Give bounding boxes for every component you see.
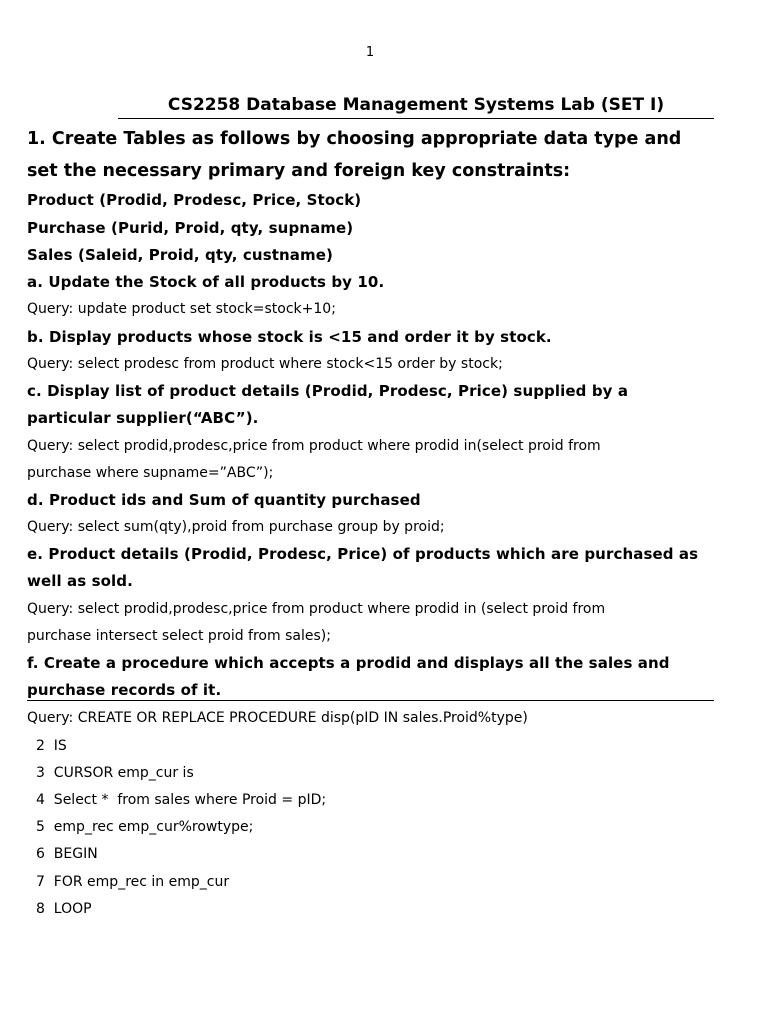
- answer-c-line-1: Query: select prodid,prodesc,price from product where prodid in(select proid from: [27, 438, 601, 454]
- question-c-line-2: particular supplier(“ABC”).: [27, 409, 259, 427]
- answer-c-line-2: purchase where supname=”ABC”);: [27, 465, 274, 481]
- code-line: 4 Select * from sales where Proid = pID;: [36, 792, 327, 808]
- answer-b: Query: select prodesc from product where stock<15 order by stock;: [27, 356, 503, 372]
- question-d: d. Product ids and Sum of quantity purchased: [27, 491, 421, 509]
- code-line: 2 IS: [36, 738, 67, 754]
- question-f-line-2: purchase records of it.: [27, 681, 222, 699]
- code-line: 7 FOR emp_rec in emp_cur: [36, 874, 230, 890]
- question-c-line-1: c. Display list of product details (Prodid, Prodesc, Price) supplied by a: [27, 382, 629, 400]
- question-e-line-1: e. Product details (Prodid, Prodesc, Price) of products which are purchased as: [27, 545, 699, 563]
- code-line: 6 BEGIN: [36, 846, 98, 862]
- table-def-product: Product (Prodid, Prodesc, Price, Stock): [27, 191, 362, 209]
- question-e-line-2: well as sold.: [27, 572, 133, 590]
- code-line: 8 LOOP: [36, 901, 92, 917]
- question-f-line-1: f. Create a procedure which accepts a prodid and displays all the sales and: [27, 654, 670, 672]
- code-line: 5 emp_rec emp_cur%rowtype;: [36, 819, 254, 835]
- question-a: a. Update the Stock of all products by 10.: [27, 273, 385, 291]
- page-number: 1: [365, 45, 375, 60]
- answer-e-line-2: purchase intersect select proid from sales);: [27, 628, 331, 644]
- section-heading-line-1: 1. Create Tables as follows by choosing appropriate data type and: [27, 129, 682, 149]
- question-b: b. Display products whose stock is <15 and order it by stock.: [27, 328, 552, 346]
- answer-f: Query: CREATE OR REPLACE PROCEDURE disp(pID IN sales.Proid%type): [27, 710, 528, 726]
- answer-a: Query: update product set stock=stock+10;: [27, 301, 336, 317]
- table-def-purchase: Purchase (Purid, Proid, qty, supname): [27, 219, 354, 237]
- section-heading-line-2: set the necessary primary and foreign key constraints:: [27, 161, 571, 181]
- table-def-sales: Sales (Saleid, Proid, qty, custname): [27, 246, 333, 264]
- answer-d: Query: select sum(qty),proid from purchase group by proid;: [27, 519, 445, 535]
- code-line: 3 CURSOR emp_cur is: [36, 765, 194, 781]
- divider: [27, 700, 714, 701]
- answer-e-line-1: Query: select prodid,prodesc,price from product where prodid in (select proid from: [27, 601, 606, 617]
- document-title: CS2258 Database Management Systems Lab (SET I): [118, 94, 714, 119]
